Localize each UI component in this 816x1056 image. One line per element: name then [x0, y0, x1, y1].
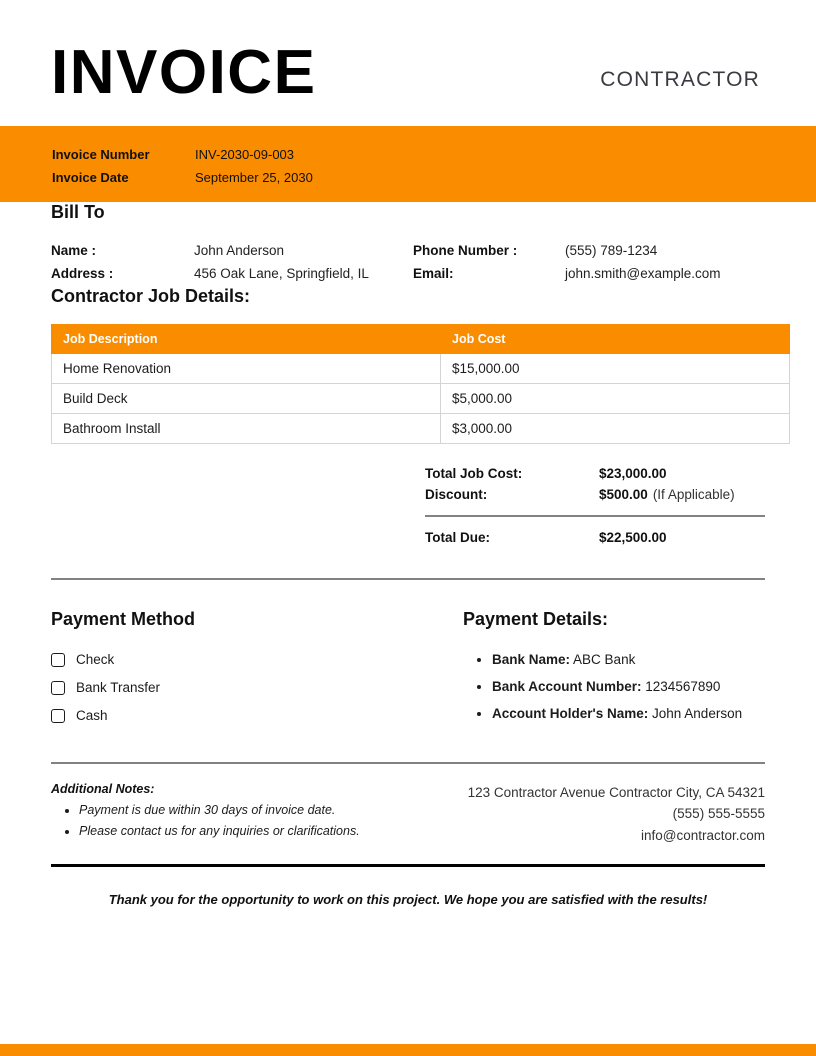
footer-divider — [51, 864, 765, 867]
job-details-title: Contractor Job Details: — [51, 286, 251, 307]
job-table-body — [52, 354, 790, 444]
invoice-meta-band — [0, 126, 816, 202]
payment-details-column — [463, 609, 765, 736]
invoice-number-label: Invoice Number — [52, 147, 150, 162]
bill-to-phone-value: (555) 789-1234 — [565, 243, 658, 258]
invoice-date-row — [52, 169, 313, 192]
bill-to-name-value: John Anderson — [194, 243, 285, 258]
discount-row — [425, 484, 765, 505]
bill-to-name-row — [51, 241, 403, 262]
bill-to-address-label: Address : — [51, 265, 114, 281]
bill-to-address-value: 456 Oak Lane, Springfield, IL — [194, 265, 369, 281]
payment-method-options — [51, 652, 463, 723]
list-item: • Please contact us for any inquiries or clarifications. — [79, 822, 445, 841]
payment-details-list — [463, 650, 765, 725]
list-item — [492, 677, 765, 698]
total-due-label: Total Due: — [425, 529, 490, 545]
list-item — [492, 704, 765, 725]
job-description-cell: Home Renovation — [52, 354, 441, 384]
bill-to-email-label: Email: — [413, 265, 454, 281]
list-item — [492, 650, 765, 671]
bill-to-grid — [51, 241, 765, 286]
bill-to-email-value: john.smith@example.com — [565, 265, 721, 281]
job-table-header-row — [52, 325, 790, 354]
bill-to-left-column — [51, 241, 403, 286]
checkbox-icon[interactable] — [51, 653, 65, 667]
additional-notes-column — [51, 782, 445, 846]
spacer — [51, 548, 765, 578]
invoice-number-row — [52, 146, 313, 169]
totals-divider — [425, 515, 765, 517]
payment-method-column — [51, 609, 463, 736]
totals-wrapper — [51, 463, 765, 548]
column-header-job-description: Job Description — [52, 325, 441, 354]
discount-value: $500.00 — [599, 487, 648, 503]
job-details-table — [51, 324, 790, 444]
payment-section — [51, 609, 765, 736]
payment-details-title: Payment Details: — [463, 609, 609, 630]
column-header-job-cost: Job Cost — [441, 325, 790, 354]
total-due-row — [425, 527, 765, 548]
bill-to-title: Bill To — [51, 202, 105, 222]
table-row — [52, 384, 790, 414]
totals-block — [425, 463, 765, 548]
invoice-meta-table — [52, 146, 313, 191]
bank-account-number-label: Bank Account Number: — [492, 678, 642, 694]
spacer — [51, 846, 765, 864]
additional-notes-title: Additional Notes: — [51, 782, 155, 797]
payment-option-label: Cash — [76, 708, 108, 724]
bill-to-phone-row — [413, 241, 765, 262]
total-job-cost-row — [425, 463, 765, 484]
page-header — [0, 0, 816, 126]
table-row — [52, 354, 790, 384]
contact-column — [445, 782, 765, 846]
thank-you-message: Thank you for the opportunity to work on this project. We hope you are satisfied with the results! — [108, 892, 708, 907]
total-job-cost-value: $23,000.00 — [599, 466, 667, 482]
bottom-accent-bar — [0, 1044, 816, 1056]
bill-to-right-column — [403, 241, 765, 286]
invoice-number-value: INV-2030-09-003 — [195, 147, 295, 162]
bill-to-address-row — [51, 264, 403, 285]
bill-to-name-label: Name : — [51, 243, 97, 258]
notes-section — [51, 782, 765, 846]
payment-option-bank-transfer[interactable] — [51, 680, 463, 695]
payment-option-label: Check — [76, 652, 115, 668]
bank-account-number-value: 1234567890 — [645, 678, 721, 694]
job-table-head — [52, 325, 790, 354]
table-row — [52, 414, 790, 444]
job-cost-cell: $5,000.00 — [441, 384, 790, 414]
payment-option-label: Bank Transfer — [76, 680, 161, 696]
additional-notes-list — [51, 801, 445, 842]
company-label: CONTRACTOR — [600, 68, 760, 91]
bill-to-email-row — [413, 264, 765, 285]
payment-option-check[interactable] — [51, 652, 463, 667]
invoice-date-value: September 25, 2030 — [195, 169, 313, 185]
spacer — [51, 736, 765, 762]
contact-email: info@contractor.com — [640, 827, 765, 843]
section-divider-lower — [51, 762, 765, 764]
list-item: • Payment is due within 30 days of invoice date. — [79, 801, 445, 820]
job-cost-cell: $3,000.00 — [441, 414, 790, 444]
account-holder-name-label: Account Holder's Name: — [492, 705, 649, 721]
payment-method-title: Payment Method — [51, 609, 196, 630]
checkbox-icon[interactable] — [51, 681, 65, 695]
total-due-value: $22,500.00 — [599, 529, 667, 545]
bank-name-label: Bank Name: — [492, 652, 571, 668]
bill-to-phone-label: Phone Number : — [413, 243, 518, 258]
discount-note: (If Applicable) — [652, 487, 735, 503]
contact-phone: (555) 555-5555 — [672, 806, 765, 822]
total-job-cost-label: Total Job Cost: — [425, 466, 523, 482]
page-title: INVOICE — [51, 38, 317, 107]
job-description-cell: Bathroom Install — [52, 414, 441, 444]
checkbox-icon[interactable] — [51, 709, 65, 723]
contact-address: 123 Contractor Avenue Contractor City, CA 54321 — [467, 785, 765, 801]
job-cost-cell: $15,000.00 — [441, 354, 790, 384]
account-holder-name-value: John Anderson — [652, 705, 743, 721]
job-description-cell: Build Deck — [52, 384, 441, 414]
invoice-date-label: Invoice Date — [52, 169, 129, 185]
payment-option-cash[interactable] — [51, 708, 463, 723]
discount-label: Discount: — [425, 487, 488, 503]
section-divider-upper — [51, 578, 765, 580]
bank-name-value: ABC Bank — [573, 652, 636, 668]
